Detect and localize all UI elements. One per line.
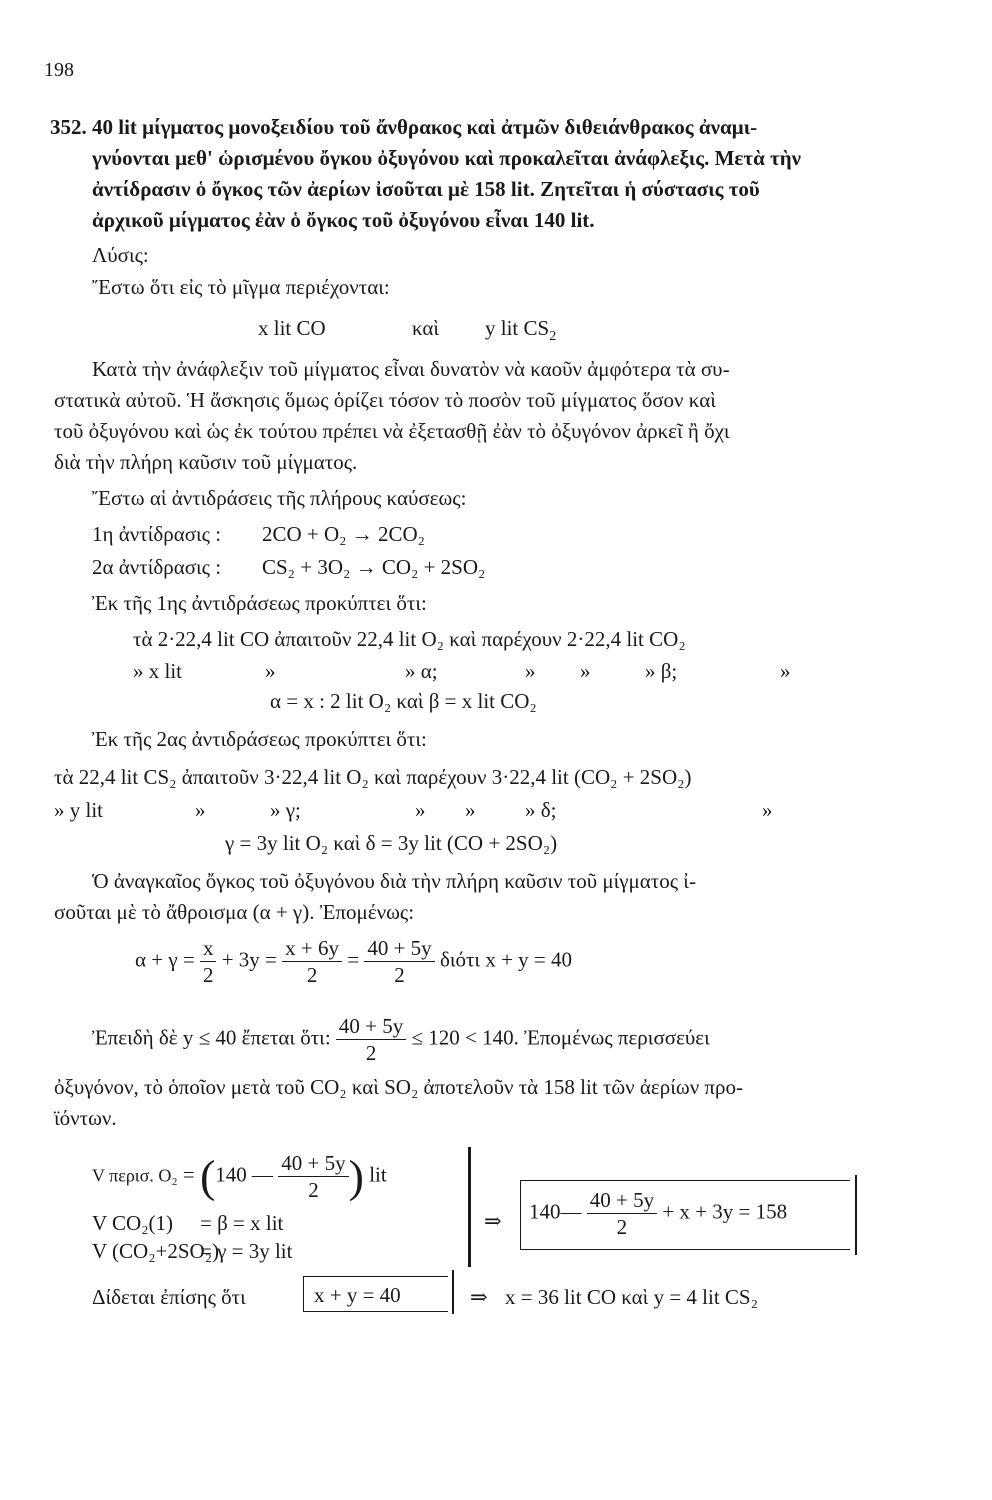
para1-line-3: τοῦ ὀξυγόνου καὶ ὡς ἐκ τούτου πρέπει νὰ ἐξετασθῇ ἐὰν τὸ ὀξυγόνον ἀρκεῖ ἢ ὄχι: [54, 419, 730, 443]
solution-intro: Ἔστω ὅτι εἰς τὸ μῖγμα περιέχονται:: [92, 275, 390, 299]
problem-line-2: γνύονται μεθ' ὡρισμένου ὄγκου ὀξυγόνου καὶ προκαλεῖται ἀνάφλεξις. Μετὰ τὴν: [92, 146, 802, 170]
reaction2-equation: CS₂ + 3O₂ → CO₂ + 2SO₂: [262, 555, 486, 579]
para1-line-4: διὰ τὴν πλήρη καῦσιν τοῦ μίγματος.: [54, 450, 358, 474]
solution-heading: Λύσις:: [92, 243, 149, 267]
fraction-x-plus-6y: $\frac{x + 6y}{2}$: [282, 935, 342, 988]
page-number: 198: [44, 59, 74, 81]
sum-equation: α + γ = $\frac{x}{2}$ + 3y = $\frac{x + 6y}{2}$ = $\frac{40 + 5y}{2}$ διότι x + y = 40: [135, 936, 573, 987]
fraction-boxed: $\frac{40 + 5y}{2}$: [587, 1187, 657, 1240]
from-reaction-1: Ἐκ τῆς 1ης ἀντιδράσεως προκύπτει ὅτι:: [92, 591, 427, 615]
problem-line-4: ἀρχικοῦ μίγματος ἐὰν ὁ ὄγκος τοῦ ὀξυγόνου εἶναι 140 lit.: [92, 208, 595, 232]
para1-line-1: Κατὰ τὴν ἀνάφλεξιν τοῦ μίγματος εἶναι δυνατὸν νὰ καοῦν ἀμφότερα τὰ συ-: [92, 357, 730, 381]
r1-line-2-d: »: [525, 659, 536, 683]
reaction1-label: 1η ἀντίδρασις :: [92, 522, 222, 546]
arrow-implies-1: ⇒: [484, 1209, 502, 1233]
r2-line-2-d: »: [415, 798, 426, 822]
final-result: x = 36 lit CO καὶ y = 4 lit CS₂: [505, 1285, 758, 1309]
r2-line-2-f: » δ;: [525, 798, 557, 822]
fraction-since: $\frac{40 + 5y}{2}$: [336, 1013, 406, 1066]
oxygen-line-1: Ὁ ἀναγκαῖος ὄγκος τοῦ ὀξυγόνου διὰ τὴν πλήρη καῦσιν τοῦ μίγματος ἰ-: [92, 869, 696, 893]
r2-line-1: τὰ 22,4 lit CS₂ ἀπαιτοῦν 3·22,4 lit O₂ καὶ παρέχουν 3·22,4 lit (CO₂ + 2SO₂): [54, 765, 692, 789]
v-co2-so2-value: = γ = 3y lit: [200, 1239, 293, 1263]
para1-line-2: στατικὰ αὐτοῦ. Ἡ ἄσκησις ὅμως ὁρίζει τόσον τὸ ποσὸν τοῦ μίγματος ὅσον καὶ: [54, 388, 716, 412]
arrow-implies-2: ⇒: [470, 1285, 488, 1309]
oxygen-line-2: σοῦται μὲ τὸ ἄθροισμα (α + γ). Ἐπομένως:: [54, 900, 415, 924]
r2-line-2-e: »: [465, 798, 476, 822]
mixture-cs2: y lit $CS_2$: [485, 316, 557, 345]
problem-line-3: ἀντίδρασιν ὁ ὄγκος τῶν ἀερίων ἰσοῦται μὲ 158 lit. Ζητεῖται ἡ σύστασις τοῦ: [92, 177, 760, 201]
r1-line-2-b: »: [265, 659, 276, 683]
r1-line-2-c: » α;: [405, 659, 438, 683]
fraction-v-excess: $\frac{40 + 5y}{2}$: [278, 1150, 348, 1203]
excess-line-1: ὀξυγόνον, τὸ ὁποῖον μετὰ τοῦ CO₂ καὶ SO₂ ἀποτελοῦν τὰ 158 lit τῶν ἀερίων προ-: [54, 1075, 744, 1099]
r1-line-2-e: »: [580, 659, 591, 683]
mixture-and: καὶ: [412, 316, 440, 340]
problem-line-1: 40 lit μίγματος μονοξειδίου τοῦ ἄνθρακος καὶ ἀτμῶν διθειάνθρακος ἀναμι-: [92, 115, 758, 139]
given-box-right-line: [452, 1270, 454, 1314]
given-box: x + y = 40: [303, 1276, 448, 1312]
v-excess-o2: V περισ. O₂ = (140 — $\frac{40 + 5y}{2}$ ) lit: [92, 1150, 387, 1202]
r2-line-2-b: »: [195, 798, 206, 822]
box-right-line: [855, 1175, 857, 1255]
v-co2-label: V CO₂(1): [92, 1211, 174, 1235]
excess-line-2: ϊόντων.: [54, 1106, 117, 1130]
r2-line-2-g: »: [762, 798, 773, 822]
since-line: Ἐπειδὴ δὲ y ≤ 40 ἔπεται ὅτι: $\frac{40 + 5y}{2}$ ≤ 120 < 140. Ἐπομένως περισσεύει: [92, 1014, 710, 1065]
reactions-intro: Ἔστω αἱ ἀντιδράσεις τῆς πλήρους καύσεως:: [92, 486, 467, 510]
r1-line-2-g: »: [780, 659, 791, 683]
bracket-line: [468, 1147, 471, 1267]
boxed-equation: 140— $\frac{40 + 5y}{2}$ + x + 3y = 158: [520, 1180, 850, 1250]
r2-line-2-a: » y lit: [54, 798, 104, 822]
mixture-co: x lit CO: [258, 316, 326, 340]
r2-result: γ = 3y lit O₂ καὶ δ = 3y lit (CO + 2SO₂): [225, 831, 558, 855]
fraction-40-plus-5y: $\frac{40 + 5y}{2}$: [364, 935, 434, 988]
reaction2-label: 2α ἀντίδρασις :: [92, 555, 222, 579]
given-text: Δίδεται ἐπίσης ὅτι: [92, 1285, 246, 1309]
r1-result: α = x : 2 lit O₂ καὶ β = x lit CO₂: [270, 689, 537, 713]
from-reaction-2: Ἐκ τῆς 2ας ἀντιδράσεως προκύπτει ὅτι:: [92, 727, 427, 751]
problem-number: 352.: [50, 115, 87, 139]
r1-line-2-f: » β;: [645, 659, 678, 683]
r1-line-2-a: » x lit: [133, 659, 183, 683]
r2-line-2-c: » γ;: [270, 798, 301, 822]
reaction1-equation: 2CO + O₂ → 2CO₂: [262, 522, 425, 546]
fraction-x-over-2: $\frac{x}{2}$: [200, 935, 217, 988]
v-co2-value: = β = x lit: [200, 1211, 284, 1235]
r1-line-1: τὰ 2·22,4 lit CO ἀπαιτοῦν 22,4 lit O₂ καὶ παρέχουν 2·22,4 lit CO₂: [133, 627, 686, 651]
v-co2-so2-label: V (CO₂+2SO₂): [92, 1239, 220, 1263]
